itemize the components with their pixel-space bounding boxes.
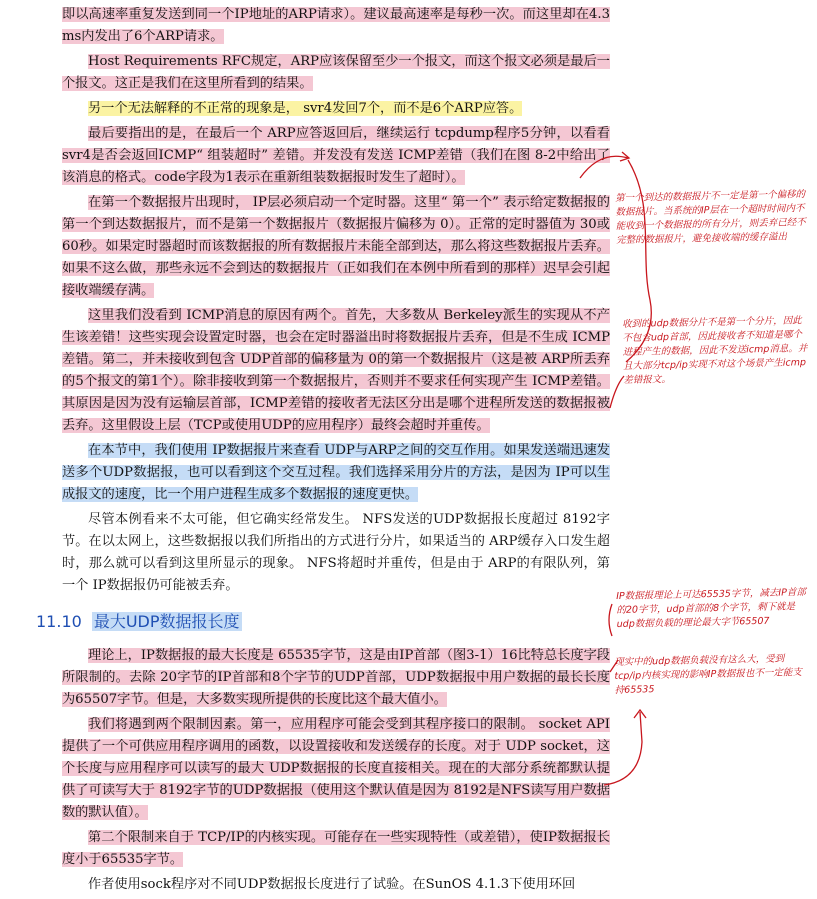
paragraph-5: 在第一个数据报片出现时， IP层必须启动一个定时器。这里“ 第一个” 表示给定数据报的第一个到达数据报片，而不是第一个数据报片（数据报片偏移为 0）。正常的定时器值为 30或60秒。如果定时器超时而该数据报的所有数据报片未能全部到达，那么将这些数据报片丢弃。如果不这么做，那些永远不会到达的数据报片（正如我们在本例中所看到的那样）迟早会引起接收端缓存满。 [62,195,610,298]
paragraph-9: 理论上，IP数据报的最大长度是 65535字节，这是由IP首部（图3-1）16比特总长度字段所限制的。去除 20字节的IP首部和8个字节的UDP首部，UDP数据报中用户数据的最长长度为65507字节。但是，大多数实现所提供的长度比这个最大值小。 [62,648,610,707]
paragraph-8: 尽管本例看来不太可能，但它确实经常发生。 NFS发送的UDP数据报长度超过 8192字节。在以太网上，这些数据报以我们所指出的方式进行分片，如果适当的 ARP缓存入口发生超时，那么就可以看到这里所显示的现象。 NFS将超时并重传，但是由于 ARP的有限队列，第一个 IP数据报仍可能被丢弃。 [62,512,610,593]
paragraph-11: 第二个限制来自于 TCP/IP的内核实现。可能存在一些实现特性（或差错），使IP数据报长度小于65535字节。 [62,830,610,867]
paragraph-6: 这里我们没看到 ICMP消息的原因有两个。首先，大多数从 Berkeley派生的实现从不产生该差错！这些实现会设置定时器，也会在定时器溢出时将数据报片丢弃，但是不生成 ICMP差错。第二，并未接收到包含 UDP首部的偏移量为 0的第一个数据报片（这是被 ARP所丢弃的5个报文的第1个）。除非接收到第一个数据报片，否则并不要求任何实现产生 ICMP差错。其原因是因为没有运输层首部，ICMP差错的接收者无法区分出是哪个进程所发送的数据报被丢弃。这里假设上层（TCP或使用UDP的应用程序）最终会超时并重传。 [62,308,610,433]
paragraph-1: 即以高速率重复发送到同一个IP地址的ARP请求）。建议最高速率是每秒一次。而这里却在4.3 ms内发出了6个ARP请求。 [62,7,610,44]
ink-arrowhead-1 [620,152,629,161]
handwritten-note-1: 第一个到达的数据报片不一定是第一个偏移的数据报片。当系统的IP层在一个超时时间内不能收到一个数据报的所有分片，则丢弃已经不完整的数据报片，避免接收端的缓存溢出 [615,189,806,246]
ink-arrowhead-4 [634,710,646,718]
paragraph-12: 作者使用sock程序对不同UDP数据报长度进行了试验。在SunOS 4.1.3下使用环回 [88,877,576,892]
handwritten-note-3: IP数据报理论上可达65535字节，减去IP首部的20字节，udp首部的8个字节，剩下就是udp数据负载的理论最大字节65507 [616,587,807,630]
section-number: 11.10 [36,612,82,631]
paragraph-10: 我们将遇到两个限制因素。第一，应用程序可能会受到其程序接口的限制。 socket API提供了一个可供应用程序调用的函数，以设置接收和发送缓存的长度。对于 UDP socket，这个长度与应用程序可以读写的最大 UDP数据报的长度直接相关。现在的大部分系统都默认提供了可读写大于 8192字节的UDP数据报（使用这个默认值是因为 8192是NFS读写用户数据数的默认值）。 [62,717,610,820]
paragraph-2: Host Requirements RFC规定，ARP应该保留至少一个报文，而这个报文必须是最后一个报文。这正是我们在这里所看到的结果。 [62,54,610,91]
paragraph-7: 在本节中，我们使用 IP数据报片来查看 UDP与ARP之间的交互作用。如果发送端迅速发送多个UDP数据报，也可以看到这个交互过程。我们选择采用分片的方法，是因为 IP可以生成报文的速度，比一个用户进程生成多个数据报的速度更快。 [62,443,610,502]
paragraph-3: 另一个无法解释的不正常的现象是， svr4发回7个，而不是6个ARP应答。 [88,101,523,116]
handwritten-note-4: 现实中的udp数据负载没有这么大，受到tcp/ip内核实现的影响IP数据报也不一定能支持65535 [614,653,802,696]
section-heading [36,611,610,633]
ink-arrow-2 [610,376,624,408]
handwritten-note-2: 收到的udp数据分片不是第一个分片，因此不包含udp首部，因此接收者不知道是哪个进程产生的数据，因此不发送icmp消息。并且大部分tcp/ip实现不对这个场景产生icmp差错报文。 [622,315,808,386]
section-title: 最大UDP数据报长度 [93,612,240,631]
body-text [36,4,610,899]
paragraph-4: 最后要指出的是，在最后一个 ARP应答返回后，继续运行 tcpdump程序5分钟，以看看svr4是否会返回ICMP“ 组装超时” 差错。并发没有发送 ICMP差错（我们在图 8-2中给出了该消息的格式。code字段为1表示在重新组装数据报时发生了超时）。 [62,126,610,185]
